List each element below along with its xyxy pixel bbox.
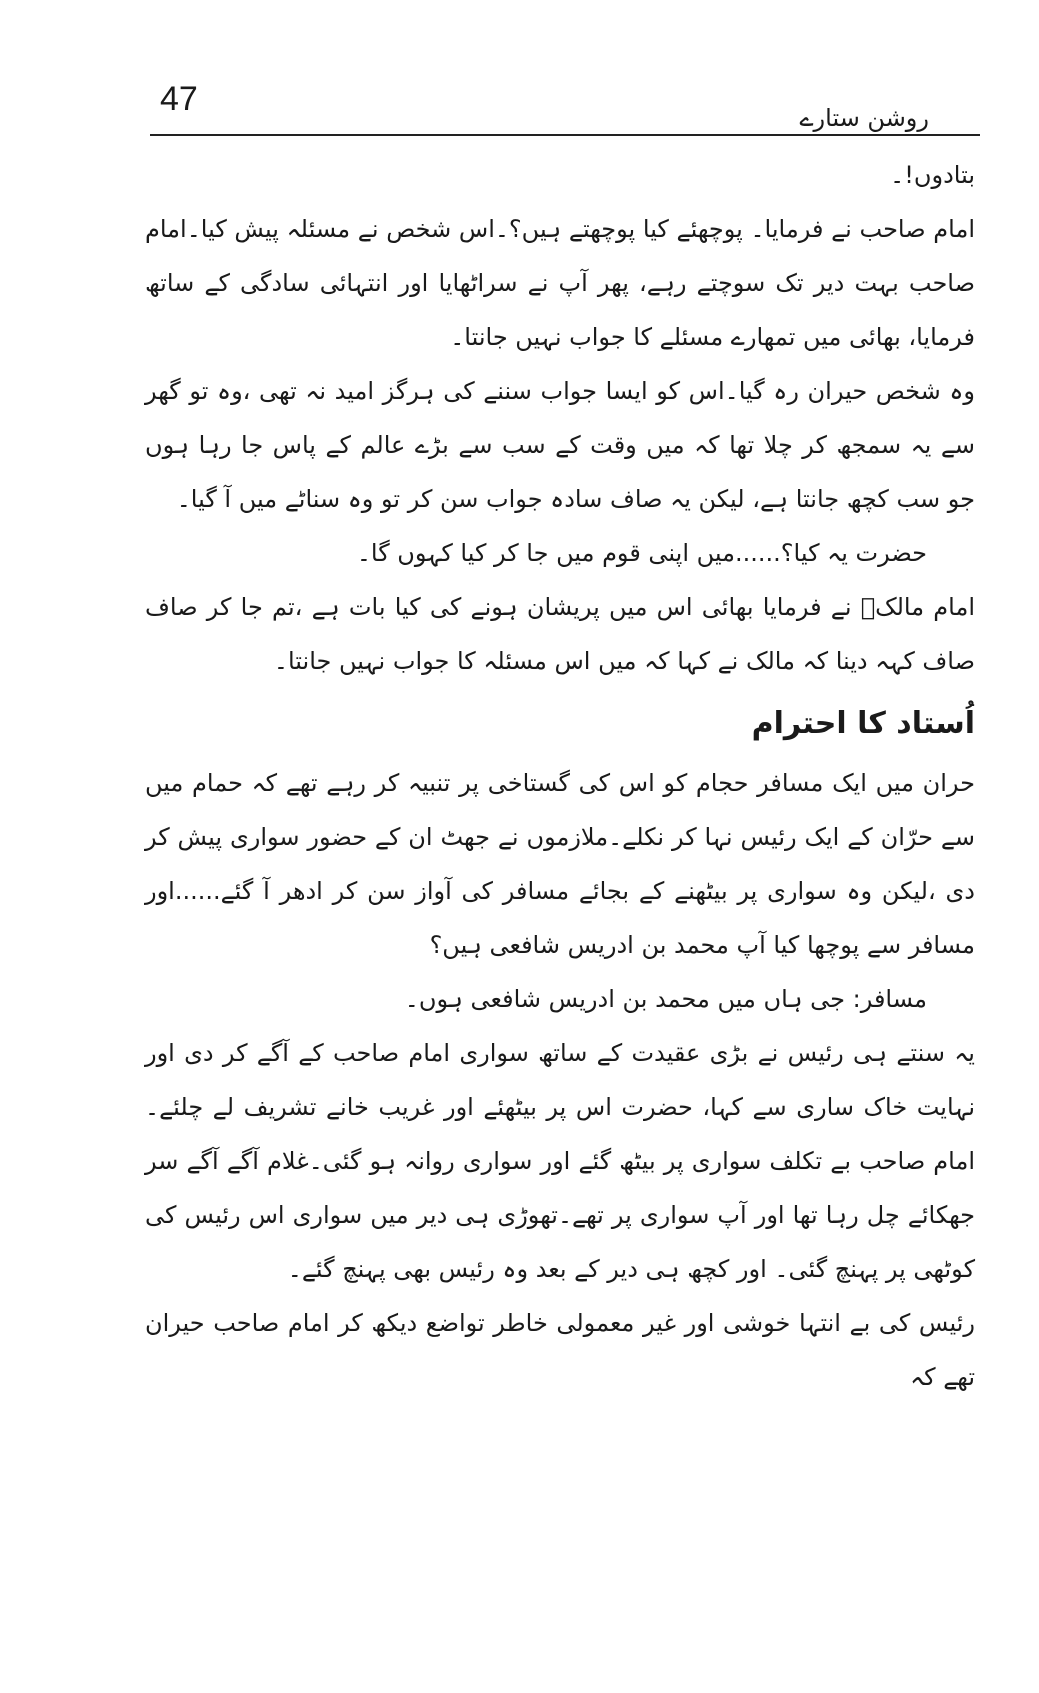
paragraph: رئیس کی بے انتہا خوشی اور غیر معمولی خاطر تواضع دیکھ کر امام صاحب حیران تھے کہ: [145, 1309, 975, 1391]
running-head: روشن ستارے: [799, 104, 929, 132]
paragraph: حضرت یہ کیا؟......میں اپنی قوم میں جا کر کیا کہوں گا۔: [356, 539, 927, 567]
page-number: 47: [160, 80, 198, 118]
paragraph: یہ سنتے ہی رئیس نے بڑی عقیدت کے ساتھ سواری امام صاحب کے آگے کر دی اور نہایت خاک ساری سے کہا، حضرت اس پر بیٹھئے اور غریب خانے تشریف لے چلئے۔ امام صاحب بے تکلف سواری پر بیٹھ گئے اور سواری روانہ ہو گئی۔غلام آگے آگے سر جھکائے چل رہا تھا اور آپ سواری پر تھے۔تھوڑی ہی دیر میں سواری اس رئیس کی کوٹھی پر پہنچ گئی۔ اور کچھ ہی دیر کے بعد وہ رئیس بھی پہنچ گئے۔: [145, 1039, 975, 1283]
paragraph: حران میں ایک مسافر حجام کو اس کی گستاخی پر تنبیہ کر رہے تھے کہ حمام میں سے حرّان کے ایک رئیس نہا کر نکلے۔ملازموں نے جھٹ ان کے حضور سواری پیش کر دی ،لیکن وہ سواری پر بیٹھنے کے بجائے مسافر کی آواز سن کر ادھر آ گئے......اور مسافر سے پوچھا کیا آپ محمد بن ادریس شافعی ہیں؟: [145, 769, 975, 959]
body-text: [145, 148, 975, 1404]
paragraph: وہ شخص حیران رہ گیا۔اس کو ایسا جواب سننے کی ہرگز امید نہ تھی ،وہ تو گھر سے یہ سمجھ کر چلا تھا کہ میں وقت کے سب سے بڑے عالم کے پاس جا رہا ہوں جو سب کچھ جانتا ہے، لیکن یہ صاف سادہ جواب سن کر تو وہ سناٹے میں آ گیا۔: [145, 377, 975, 513]
header-rule: [150, 134, 980, 136]
section-heading: اُستاد کا احترام: [751, 706, 975, 741]
paragraph: مسافر: جی ہاں میں محمد بن ادریس شافعی ہوں۔: [404, 985, 927, 1013]
paragraph: امام مالکؒ نے فرمایا بھائی اس میں پریشان ہونے کی کیا بات ہے ،تم جا کر صاف صاف کہہ دینا کہ مالک نے کہا کہ میں اس مسئلہ کا جواب نہیں جانتا۔: [145, 593, 975, 675]
paragraph: بتادوں!۔: [890, 161, 975, 189]
paragraph: امام صاحب نے فرمایا۔ پوچھئے کیا پوچھتے ہیں؟۔اس شخص نے مسئلہ پیش کیا۔امام صاحب بہت دیر تک سوچتے رہے، پھر آپ نے سراٹھایا اور انتہائی سادگی کے ساتھ فرمایا، بھائی میں تمھارے مسئلے کا جواب نہیں جانتا۔: [145, 215, 975, 351]
